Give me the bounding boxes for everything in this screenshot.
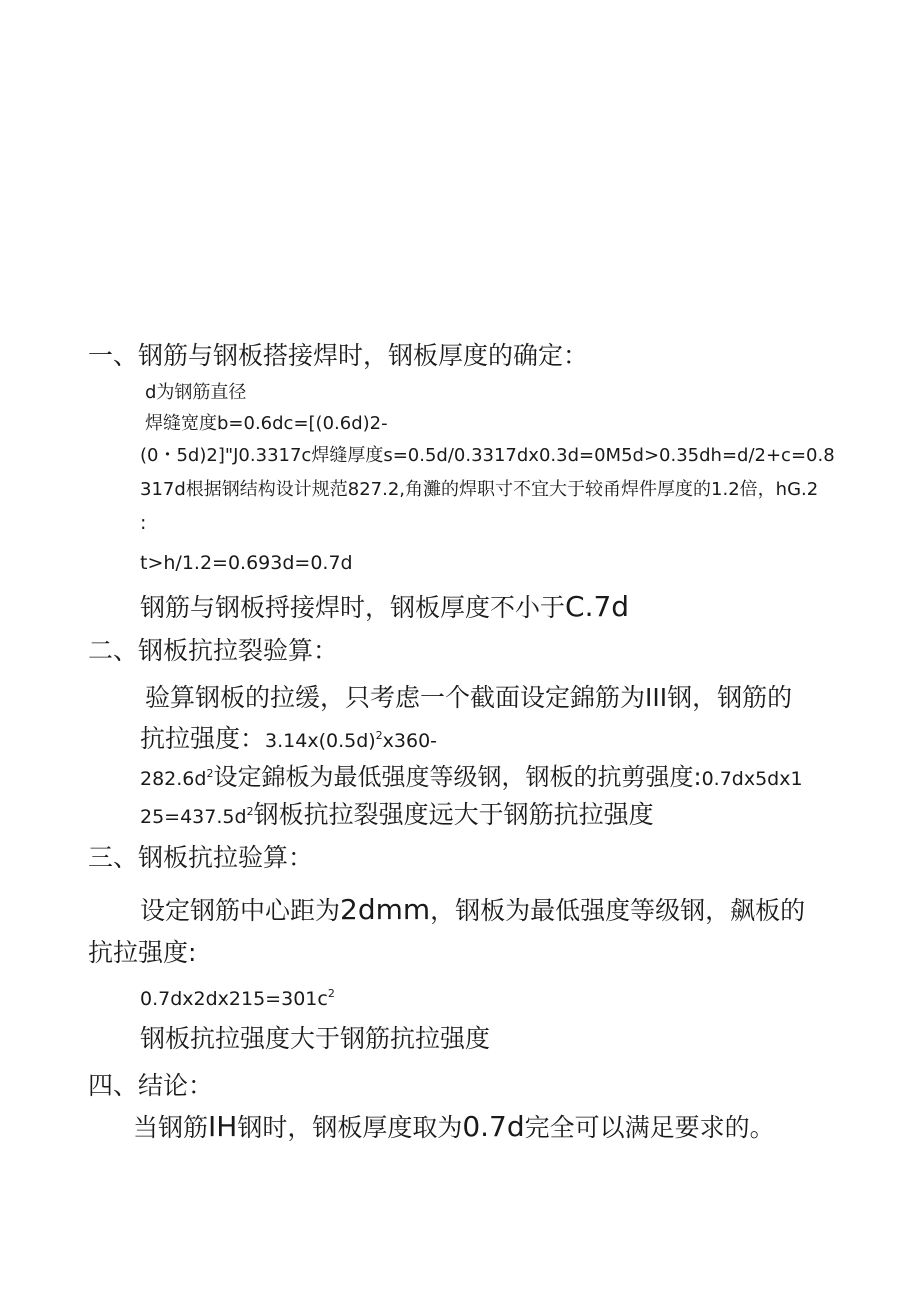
section-2-line-2-formula-end: x360- bbox=[382, 730, 438, 752]
section-1-line-4: 317d根据钢结构设计规范827.2,角灘的焊职寸不宜大于较甬焊件厚度的1.2倍，hG.2 bbox=[140, 479, 819, 500]
section-4-text-3: 完全可以满足要求的。 bbox=[524, 1113, 775, 1142]
section-2-line-3-sup: 2 bbox=[206, 767, 214, 780]
section-2-line-2-formula: 3.14x(0.5d) bbox=[265, 730, 376, 752]
section-3-line-1 bbox=[140, 893, 805, 927]
section-2-line-4-text: 钢板抗拉裂强度远大于钢筋抗拉强度 bbox=[253, 800, 654, 829]
section-4-heading: 四、结论： bbox=[88, 1071, 214, 1100]
section-2-line-4-sup: 2 bbox=[246, 805, 254, 818]
section-3-line-4: 钢板抗拉强度大于钢筋抗拉强度 bbox=[140, 1024, 491, 1053]
section-2-line-1: 验算钢板的拉缓，只考虑一个截面设定錦筋为III钢，钢筋的 bbox=[145, 683, 793, 712]
section-2-line-3-formula-end: 0.7dx5dx1 bbox=[701, 768, 803, 790]
section-1-conclusion-text: 钢筋与钢板捋接焊时，钢板厚度不小于 bbox=[140, 593, 566, 622]
section-2-line-4 bbox=[140, 800, 654, 830]
section-3-line-1-text: 设定钢筋中心距为 bbox=[140, 896, 341, 925]
section-3-heading: 三、钢板抗拉验算： bbox=[88, 843, 314, 872]
section-2-line-2-text: 抗拉强度： bbox=[140, 724, 266, 753]
section-1-line-6: t>h/1.2=0.693d=0.7d bbox=[140, 552, 353, 574]
section-2-line-4-formula: 25=437.5d bbox=[140, 806, 247, 828]
section-2-line-3-formula: 282.6d bbox=[140, 768, 207, 790]
section-3-line-3 bbox=[140, 988, 335, 1011]
section-1-line-2: 焊缝宽度b=0.6dc=[(0.6d)2- bbox=[145, 413, 388, 434]
section-2-line-3-text: 设定錦板为最低强度等级钢，钢板的抗剪强度: bbox=[213, 763, 702, 791]
section-4-value: 0.7d bbox=[462, 1110, 525, 1143]
section-3-line-1-text-end: ，钢板为最低强度等级钢，飙板的 bbox=[430, 896, 806, 925]
section-1-heading: 一、钢筋与钢板搭接焊时，钢板厚度的确定： bbox=[88, 341, 589, 370]
section-3-line-1-value: 2dmm bbox=[340, 893, 431, 926]
section-1-line-3: (0・5d)2]"J0.3317c焊缝厚度s=0.5d/0.3317dx0.3d=0M5d>0.35dh=d/2+c=0.8 bbox=[140, 445, 835, 466]
section-2-heading: 二、钢板抗拉裂验算： bbox=[88, 636, 339, 665]
section-4-grade: IH bbox=[208, 1110, 238, 1143]
section-1-line-1: d为钢筋直径 bbox=[145, 382, 247, 403]
section-2-line-2-sup: 2 bbox=[375, 729, 383, 742]
section-1-line-5: : bbox=[140, 512, 147, 534]
section-3-line-2: 抗拉强度: bbox=[88, 938, 197, 967]
section-3-line-3-sup: 2 bbox=[327, 987, 335, 1000]
section-4-text-2: 钢时，钢板厚度取为 bbox=[237, 1113, 463, 1142]
section-1-conclusion bbox=[140, 590, 629, 624]
section-4-text-1: 当钢筋 bbox=[133, 1113, 209, 1142]
section-1-conclusion-value: C.7d bbox=[565, 590, 630, 623]
section-2-line-3 bbox=[140, 762, 803, 792]
section-4-conclusion bbox=[133, 1110, 775, 1144]
section-3-line-3-formula: 0.7dx2dx215=301c bbox=[140, 988, 328, 1010]
section-2-line-2 bbox=[140, 724, 437, 754]
